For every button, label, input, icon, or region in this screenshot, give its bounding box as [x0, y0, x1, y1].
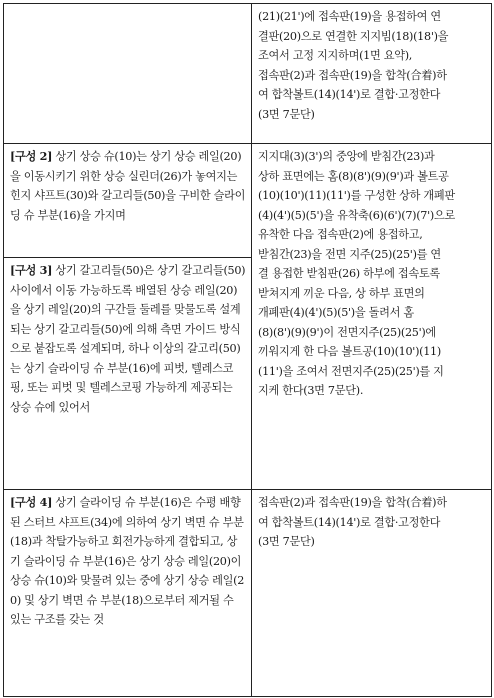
claim-tag-4: [구성 4]: [10, 495, 53, 509]
row1-right-line: (3면 7문단): [258, 107, 315, 121]
row4-right-line: (3면 7문단): [258, 535, 315, 548]
table-row: [4, 144, 492, 258]
row4-right-cell: [252, 490, 492, 697]
row2-right-line: (10)(10')(11)(11')를 구성한 상하 개폐판: [258, 189, 455, 202]
row2-right-line: (4)(4')(5)(5')을 유착축(6)(6')(7)(7')으로: [258, 208, 455, 222]
claim-comparison-table: [3, 3, 492, 697]
row4-left-cell: [4, 490, 252, 697]
claim-body-2: 상기 상승 슈(10)는 상기 상승 레일(20)을 이동시키기 위한 상승 실린더(26)가 놓여지는 힌지 샤프트(30)와 갈고리들(50)을 구비한 슬라이딩 슈 부분(16)을 가지며: [10, 150, 246, 222]
row2-right-line: 결 용접한 받침판(26) 하부에 접속토록: [258, 267, 440, 280]
row2-right-line: (8)(8')(9)(9')이 전면지주(25)(25')에: [258, 325, 436, 339]
row2-right-line: 상하 표면에는 홈(8)(8')(9)(9')과 볼트공: [258, 169, 449, 183]
row2-right-line: 지케 한다(3면 7문단).: [258, 384, 364, 397]
table-row: [4, 490, 492, 697]
claim-body-3: 상기 갈고리들(50)은 상기 갈고리들(50)사이에서 이동 가능하도록 배열된 상승 레일(20)을 상기 레일(20)의 구간들 둘레를 맞물도록 설계되는 상기 갈고리들(50)에 의해 측면 가이드 방식으로 붙잡도록 설계되며, 하나 이상의 갈고리(50)는 상기 슬라이딩 슈 부분(16)에 피벗, 텔레스코핑, 또는 피벗 및 텔레스코핑 가능하게 제공되는 상승 슈에 있어서: [10, 264, 246, 414]
table-row: [4, 4, 492, 144]
row2-left-cell: [4, 144, 252, 258]
row1-right-line: 여 합착볼트(14)(14')로 결합·고정한다: [258, 88, 441, 101]
row1-right-line: 접속판(2)과 접속판(19)을 합착(合着)하: [258, 68, 447, 82]
claim-body-4: 상기 슬라이딩 슈 부분(16)은 수평 배향된 스터브 샤프트(34)에 의하여 상기 벽면 슈 부분(18)과 착탈가능하고 회전가능하게 결합되고, 상기 슬라이딩 슈 부분(16)은 상기 상승 레일(20)이 상승 슈(10)와 맞물려 있는 중에 상기 상승 레일(20) 및 상기 벽면 슈 부분(18)으로부터 제거될 수 있는 구조를 갖는 것: [10, 496, 245, 626]
row1-right-line: 결판(20)으로 연결한 지지빔(18)(18')을: [258, 29, 449, 43]
claim-tag-2: [구성 2]: [10, 149, 53, 163]
row2-right-line: 끼워지게 한 다음 볼트공(10)(10')(11): [258, 345, 441, 358]
row2-right-line: 지지대(3)(3')의 중앙에 받침간(23)과: [258, 150, 435, 163]
row1-right-line: 조여서 고정 지지하며(1면 요약),: [258, 49, 413, 62]
row3-left-cell: [4, 258, 252, 490]
row1-left-cell: [4, 4, 252, 144]
row2-right-line: 유착한 다음 접속판(2)에 용접하고,: [258, 228, 423, 241]
row2-right-line: 받쳐지게 끼운 다음, 상 하부 표면의: [258, 286, 425, 300]
row2-right-line: 받침간(23)을 전면 지주(25)(25')를 연: [258, 247, 441, 261]
row4-right-line: 접속판(2)과 접속판(19)을 합착(合着)하: [258, 496, 447, 509]
row1-right-cell: [252, 4, 492, 144]
row2-right-line: (11')을 조여서 전면지주(25)(25')를 지: [258, 364, 444, 378]
row4-right-line: 여 합착볼트(14)(14')로 결합·고정한다: [258, 515, 441, 529]
row1-right-line: (21)(21')에 접속판(19)을 용접하여 연: [258, 10, 441, 23]
row2-right-line: 개폐판(4)(4')(5)(5')을 돌려서 홈: [258, 306, 414, 319]
row2-right-cell: [252, 144, 492, 490]
claim-tag-3: [구성 3]: [10, 263, 53, 277]
